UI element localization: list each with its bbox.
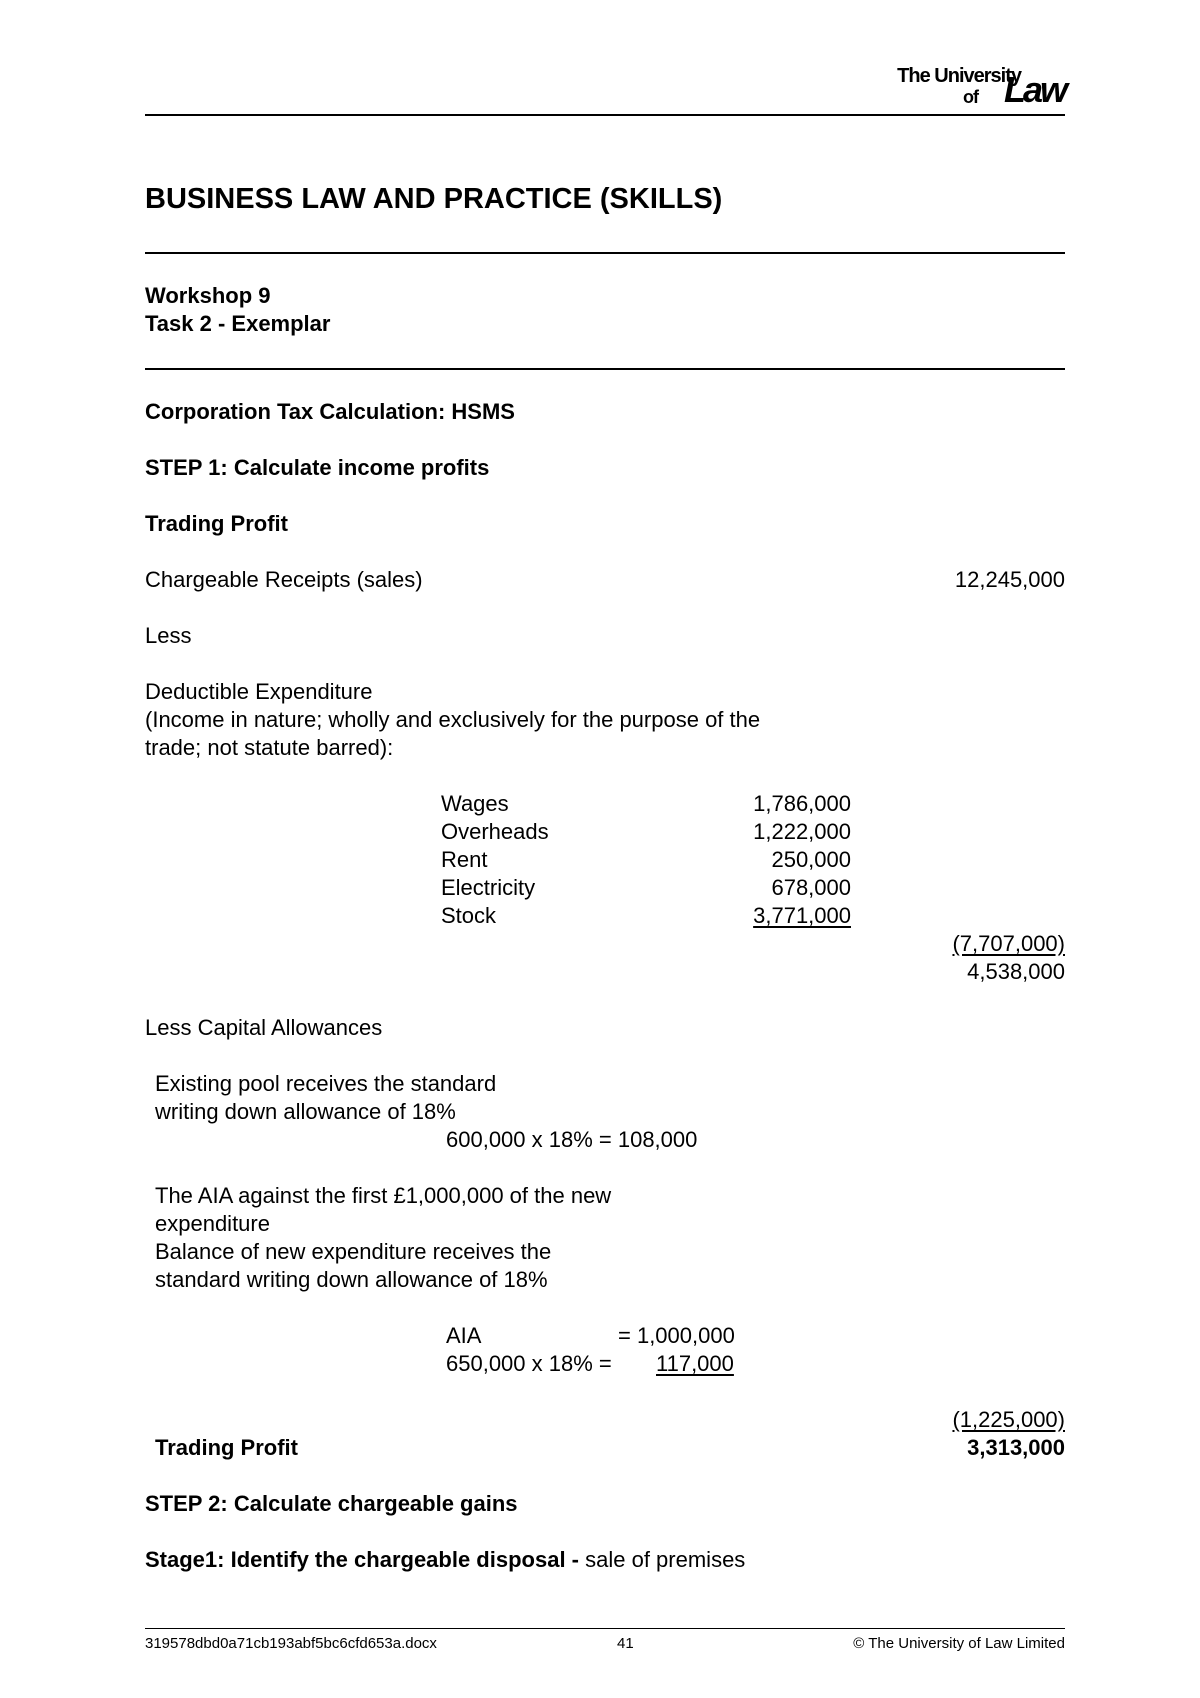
footer-page-number: 41 xyxy=(617,1635,634,1652)
expense-item-amount: 678,000 xyxy=(771,875,851,900)
expense-item-label: Wages xyxy=(441,791,509,816)
expense-item-label: Rent xyxy=(441,847,488,872)
deductible-total: (7,707,000) xyxy=(952,931,1065,956)
title-rule xyxy=(145,252,1065,254)
step-1-heading: STEP 1: Calculate income profits xyxy=(145,455,490,480)
pool-text-line-2: writing down allowance of 18% xyxy=(155,1099,456,1124)
header-rule xyxy=(145,114,1065,116)
footer-copyright: © The University of Law Limited xyxy=(853,1635,1065,1652)
receipts-amount: 12,245,000 xyxy=(954,567,1065,592)
expense-item-amount: 1,222,000 xyxy=(753,819,851,844)
logo-line-2: of xyxy=(963,87,978,107)
logo-line-1: The University xyxy=(897,65,1021,87)
aia-text-line-1: The AIA against the first £1,000,000 of the new xyxy=(155,1183,612,1208)
task-label: Task 2 - Exemplar xyxy=(145,311,331,336)
stage-1-line xyxy=(145,1546,745,1574)
deductible-note-line-2: trade; not statute barred): xyxy=(145,735,394,760)
expense-item-amount: 250,000 xyxy=(771,847,851,872)
expense-item-label: Stock xyxy=(441,903,497,928)
deductible-note-line-1: (Income in nature; wholly and exclusively for the purpose of the xyxy=(145,707,761,732)
deductible-subtotal: 4,538,000 xyxy=(967,959,1065,984)
aia-text-line-3: Balance of new expenditure receives the xyxy=(155,1239,552,1264)
expense-item-label: Overheads xyxy=(441,819,549,844)
pool-text-line-1: Existing pool receives the standard xyxy=(155,1071,497,1096)
stage-1-detail: sale of premises xyxy=(585,1547,746,1572)
footer-filename: 319578dbd0a71cb193abf5bc6cfd653a.docx xyxy=(145,1635,437,1652)
capital-allowances-label: Less Capital Allowances xyxy=(145,1015,383,1040)
trading-profit-heading: Trading Profit xyxy=(145,511,288,536)
section-rule xyxy=(145,368,1065,370)
trading-profit-label: Trading Profit xyxy=(155,1435,298,1460)
aia-text-line-4: standard writing down allowance of 18% xyxy=(155,1267,548,1292)
deductible-label: Deductible Expenditure xyxy=(145,679,373,704)
aia-value: = 1,000,000 xyxy=(618,1323,735,1348)
workshop-label: Workshop 9 xyxy=(145,283,271,308)
section-heading: Corporation Tax Calculation: HSMS xyxy=(145,399,515,424)
stage-1-separator: - xyxy=(565,1547,586,1572)
balance-value: 117,000 xyxy=(656,1351,734,1376)
document-title: BUSINESS LAW AND PRACTICE (SKILLS) xyxy=(145,183,723,215)
expense-item-amount: 1,786,000 xyxy=(753,791,851,816)
less-label: Less xyxy=(145,623,192,648)
aia-label: AIA xyxy=(446,1323,482,1348)
expense-item-amount: 3,771,000 xyxy=(753,903,851,928)
university-logo xyxy=(855,66,1065,110)
expense-item-label: Electricity xyxy=(441,875,536,900)
trading-profit-amount: 3,313,000 xyxy=(967,1435,1065,1460)
stage-1-label: Stage1: Identify the chargeable disposal xyxy=(145,1547,566,1572)
step-2-heading: STEP 2: Calculate chargeable gains xyxy=(145,1491,518,1516)
pool-calculation: 600,000 x 18% = 108,000 xyxy=(446,1127,698,1152)
aia-text-line-2: expenditure xyxy=(155,1211,270,1236)
footer-rule xyxy=(145,1628,1065,1629)
capital-allowances-total: (1,225,000) xyxy=(952,1407,1065,1432)
balance-calculation: 650,000 x 18% = xyxy=(446,1351,612,1376)
logo-line-3: Law xyxy=(1003,69,1065,110)
receipts-label: Chargeable Receipts (sales) xyxy=(145,567,423,592)
